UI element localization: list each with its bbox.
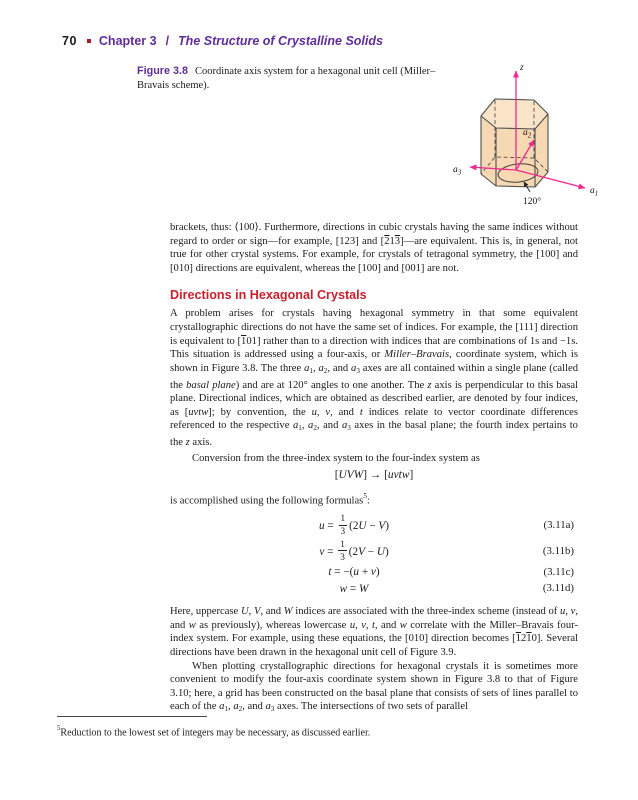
chapter-breadcrumb (99, 34, 383, 48)
equation-expression: t = −(u + v) (328, 565, 380, 578)
equation-3-11b (170, 538, 578, 563)
section-square-icon (87, 39, 91, 43)
formulas-intro-line: is accomplished using the following formulas$^5$: (170, 491, 370, 507)
figure-label: Figure 3.8 (137, 65, 189, 77)
body-paragraph-hexagonal: A problem arises for crystals having hexagonal symmetry in that some equivalent crystallographic directions do not have the same set of indices. For example, the [111] direction is equivalent to [101] rather than to a direction with indices that are combinations of 1s and −1s. This situation is addressed using a four-axis, or Miller–Bravais, coordinate system, which is shown in Figure 3.8. The three $a_1$, $a_2$, and $a_3$ axes are all contained within a single plane (called the basal plane) and are at 120° angles to one another. The z axis is perpendicular to this basal plane. Directional indices, which are obtained as described earlier, are denoted by four indices, as [uvtw]; by convention, the u, v, and t indices relate to vector coordinate differences referenced to the respective $a_1$, $a_2$, and $a_3$ axes in the basal plane; the fourth index pertains to the z axis. (170, 308, 579, 449)
running-head (62, 34, 383, 48)
page-number: 70 (62, 34, 77, 48)
display-equation-uvw: [UVW] → [uvtw] (334, 469, 414, 482)
equation-number: (3.11c) (543, 565, 574, 578)
a1-axis-label: $a_1$ (590, 186, 599, 198)
breadcrumb-divider: / (165, 34, 170, 48)
figure-caption-text: Coordinate axis system for a hexagonal unit cell (Miller–Bravais scheme). (137, 66, 436, 91)
figure-caption (137, 64, 451, 93)
body-column (170, 221, 578, 717)
equation-number: (3.11a) (543, 519, 574, 532)
figure-3-8-diagram (438, 56, 618, 219)
angle-label: 120° (522, 197, 542, 207)
equation-expression: u = $\frac{1}{3}$ (2U − V) (319, 513, 389, 537)
body-paragraph-plotting: When plotting crystallographic directions for hexagonal crystals it is sometimes more convenient to modify the four-axis coordinate system shown in Figure 3.8 to that of Figure 3.10; here, a grid has been constructed on the basal plane that consists of sets of lines parallel to each of the $a_1$, $a_2$, and $a_3$ axes. The intersections of two sets of parallel (170, 660, 578, 714)
a3-axis-label: $a_3$ (453, 165, 462, 177)
equation-expression: v = $\frac{1}{3}$ (2V − U) (319, 538, 389, 562)
equation-number: (3.11d) (542, 582, 574, 595)
z-axis-label: z (520, 63, 524, 73)
equation-block (170, 515, 578, 596)
chapter-title: The Structure of Crystalline Solids (178, 34, 383, 48)
conversion-sentence: Conversion from the three-index system to the four-index system as (192, 452, 480, 464)
equation-3-11c (170, 566, 578, 580)
chapter-label: Chapter 3 (98, 34, 157, 48)
equation-expression: w = W (339, 582, 369, 595)
hexagonal-unit-cell-figure (438, 56, 618, 219)
body-paragraph-uppercase: Here, uppercase U, V, and W indices are associated with the three-index scheme (instead of u, v, and w as previously), whereas lowercase u, v, t, and w correlate with the Miller–Bravais four-index system. For example, using these equations, the [010] direction becomes [1210]. Several directions have been drawn in the hexagonal unit cell of Figure 3.9. (170, 606, 579, 658)
footnote: $^5$Reduction to the lowest set of integers may be necessary, as discussed earlier. (57, 725, 371, 739)
equation-3-11a (170, 515, 578, 537)
footnote-rule (57, 716, 207, 717)
a2-axis-label: $a_2$ (523, 128, 532, 140)
section-heading: Directions in Hexagonal Crystals (170, 288, 367, 303)
equation-3-11d (170, 583, 578, 597)
equation-number: (3.11b) (542, 544, 574, 557)
body-paragraph-brackets: brackets, thus: ⟨100⟩. Furthermore, directions in cubic crystals having the same indices without regard to order or sign—for example, [123] and [213]—are equivalent. This is, in general, not true for other crystal systems. For example, for crystals of tetragonal symmetry, the [100] and [010] directions are equivalent, whereas the [100] and [001] are not. (170, 222, 578, 274)
